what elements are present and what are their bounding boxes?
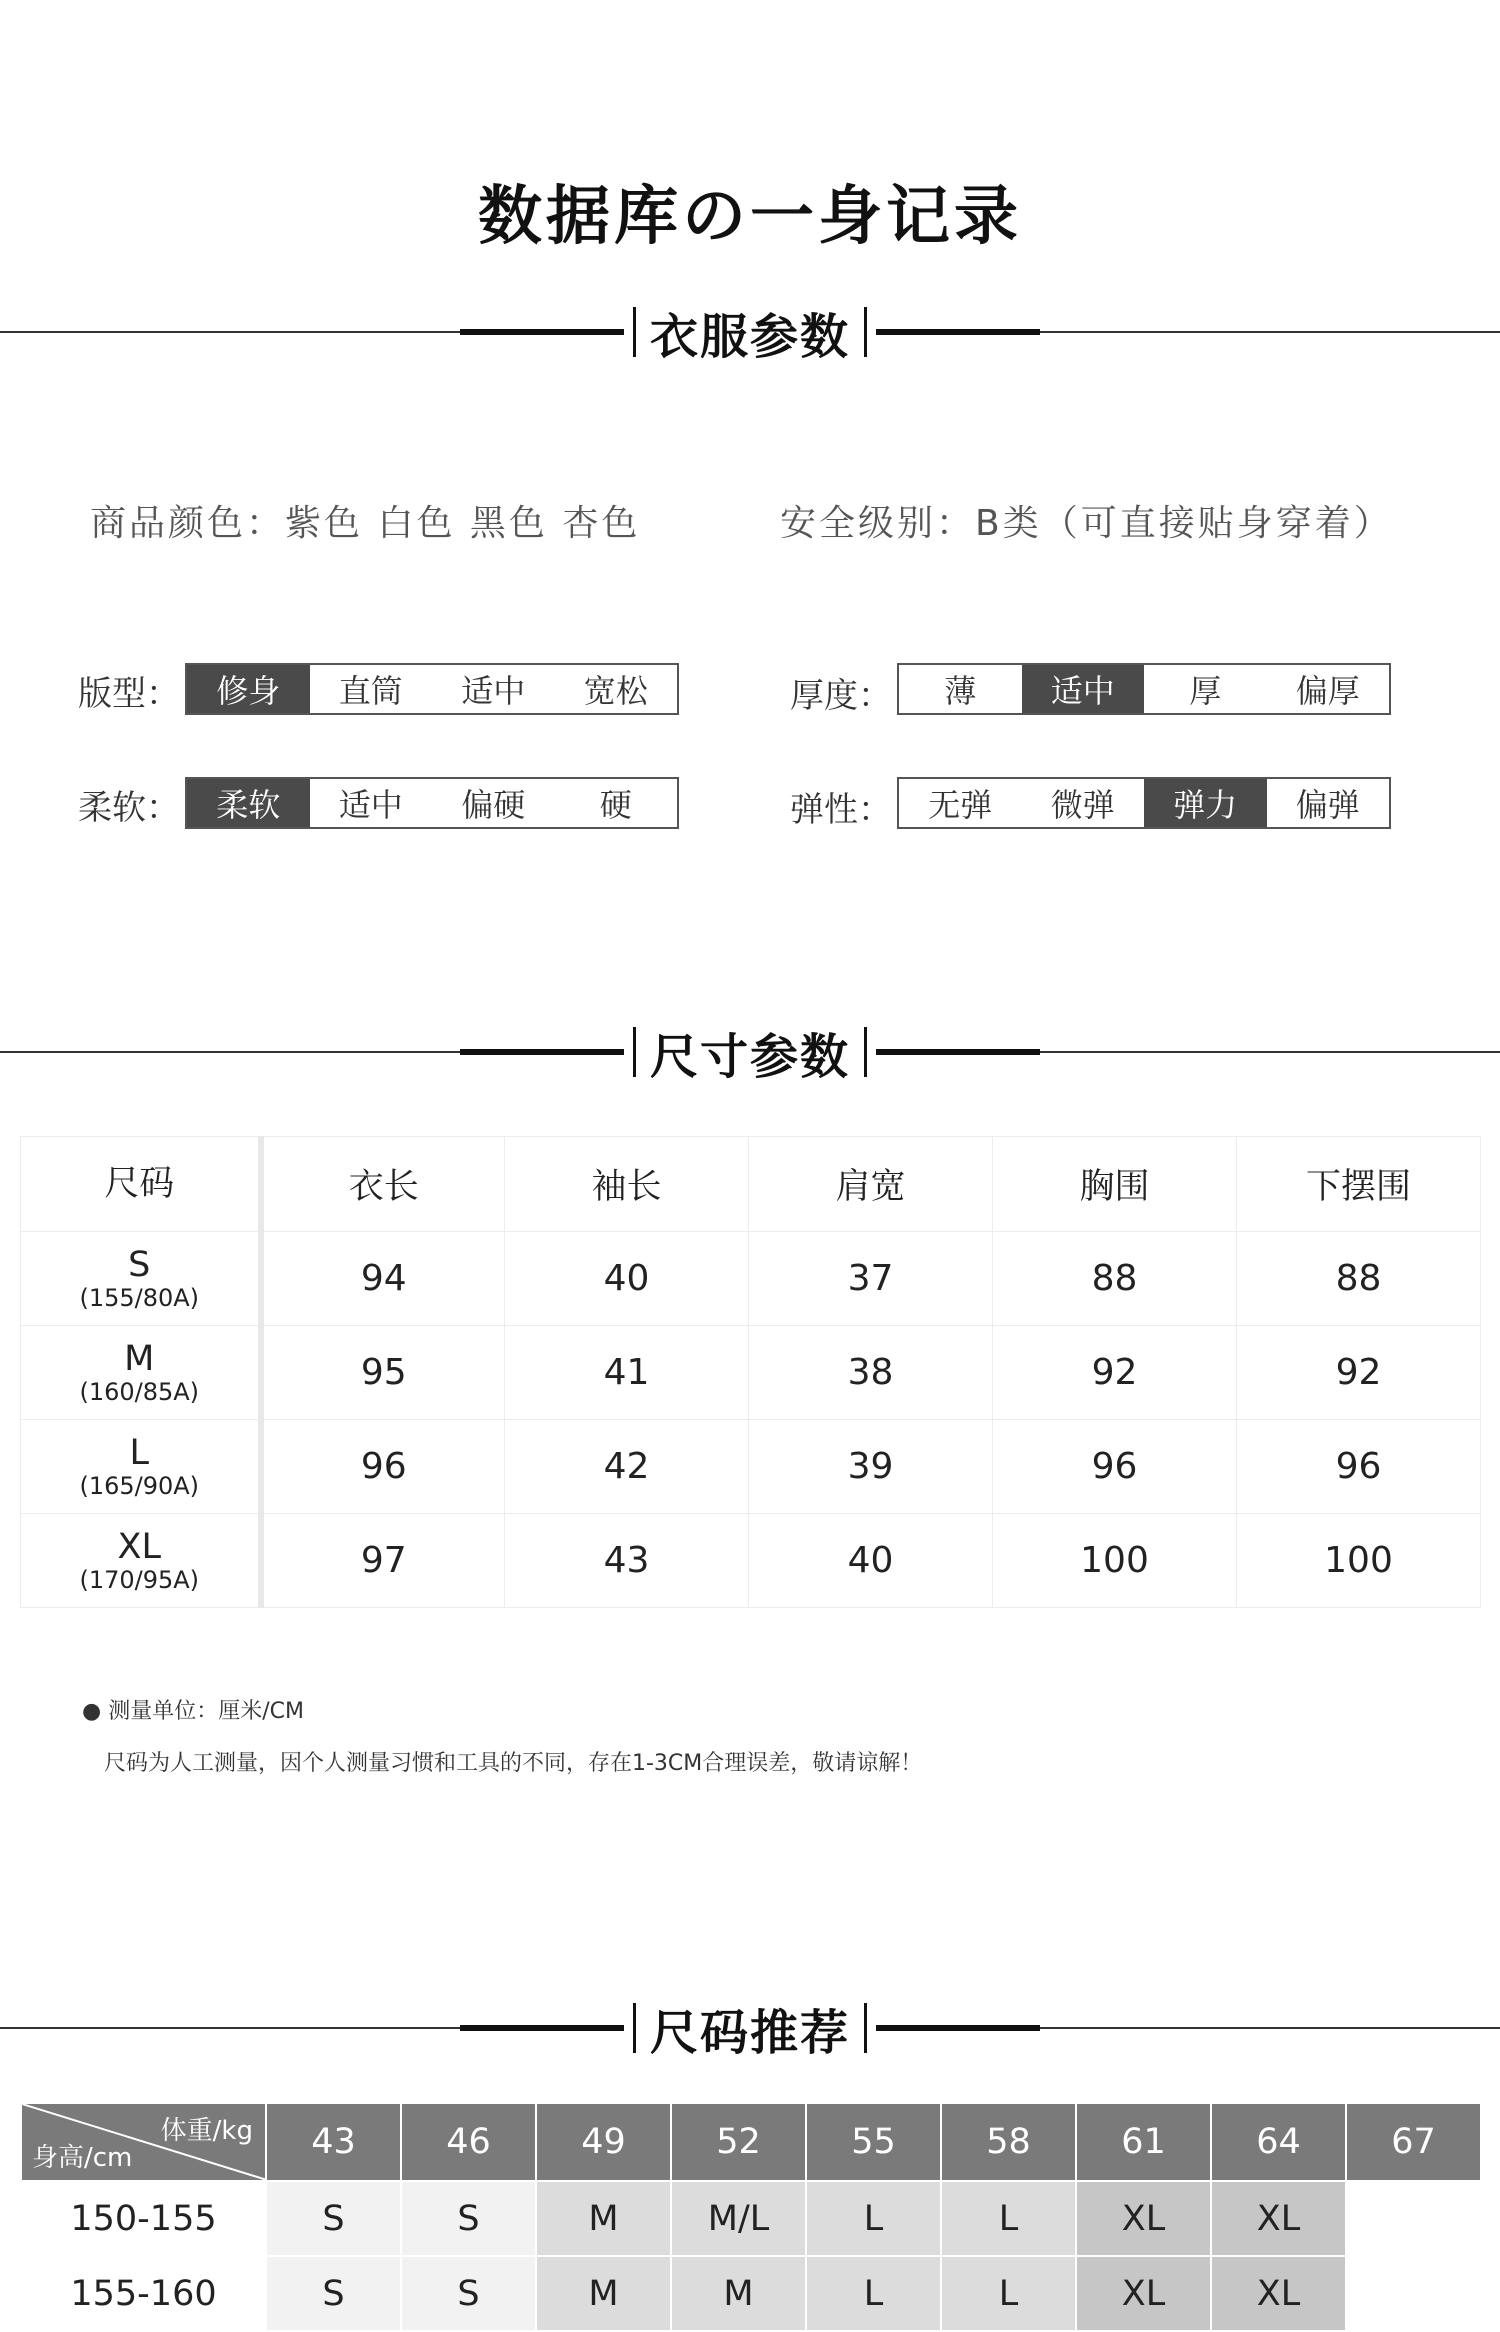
- thickness-label: 厚度：: [790, 676, 892, 716]
- size-cell: L: [941, 2256, 1076, 2331]
- size-cell: [1346, 2181, 1481, 2256]
- softness-option: 适中: [338, 786, 403, 824]
- section-title-recommend: 尺码推荐: [649, 2004, 850, 2061]
- corner-cell: [21, 2103, 266, 2181]
- size-cell: M: [536, 2256, 671, 2331]
- size-cell: S: [401, 2181, 536, 2256]
- fit-option: 宽松: [583, 672, 648, 710]
- fit-option: 适中: [461, 672, 526, 710]
- size-cell: S: [401, 2256, 536, 2331]
- size-table: [20, 1136, 1481, 1608]
- weight-cell: 64: [1211, 2103, 1346, 2181]
- header-cell: 尺码: [21, 1137, 261, 1232]
- table-row: [21, 1514, 1481, 1608]
- header-cell: 胸围: [993, 1137, 1237, 1232]
- elasticity-label: 弹性：: [790, 790, 892, 830]
- header-cell: 衣长: [261, 1137, 505, 1232]
- value-cell: 100: [1237, 1514, 1481, 1608]
- thickness-option: 适中: [1022, 665, 1145, 713]
- table-row: [21, 1232, 1481, 1326]
- size-cell: XL: [1076, 2181, 1211, 2256]
- value-cell: 43: [505, 1514, 749, 1608]
- bracket-right: [864, 307, 867, 357]
- section-title-size: 尺寸参数: [649, 1028, 850, 1085]
- size-cell: [21, 1326, 261, 1420]
- weight-cell: 55: [806, 2103, 941, 2181]
- size-cell: XL: [1211, 2181, 1346, 2256]
- table-row: [21, 2181, 1481, 2256]
- size-table-header: [21, 1137, 1481, 1232]
- weight-cell: 46: [401, 2103, 536, 2181]
- elasticity-option: 无弹: [928, 786, 993, 824]
- height-cell: 150-155: [21, 2181, 266, 2256]
- height-cell: 155-160: [21, 2256, 266, 2331]
- weight-cell: 43: [266, 2103, 401, 2181]
- product-colors: 商品颜色：紫色 白色 黑色 杏色: [90, 503, 641, 544]
- size-cell: XL: [1076, 2256, 1211, 2331]
- value-cell: 96: [261, 1420, 505, 1514]
- measurement-unit-note: ● 测量单位：厘米/CM: [82, 1699, 304, 1724]
- size-cell: [21, 1514, 261, 1608]
- value-cell: 95: [261, 1326, 505, 1420]
- weight-cell: 58: [941, 2103, 1076, 2181]
- elasticity-scale: [897, 777, 1391, 829]
- size-cell: [1346, 2256, 1481, 2331]
- size-name: M: [124, 1339, 155, 1380]
- value-cell: 40: [505, 1232, 749, 1326]
- table-row: [21, 1420, 1481, 1514]
- thickness-option: 薄: [944, 672, 977, 710]
- fit-scale: [185, 663, 679, 715]
- section-header-clothing: [0, 302, 1500, 365]
- size-name: S: [128, 1245, 151, 1286]
- thickness-option: 偏厚: [1295, 672, 1360, 710]
- elasticity-option: 微弹: [1050, 786, 1115, 824]
- thickness-option: 厚: [1189, 672, 1222, 710]
- fit-option: 直筒: [338, 672, 403, 710]
- elasticity-option: 偏弹: [1295, 786, 1360, 824]
- softness-option: 硬: [599, 786, 632, 824]
- measurement-disclaimer: 尺码为人工测量，因个人测量习惯和工具的不同，存在1-3CM合理误差，敬请谅解！: [104, 1751, 923, 1776]
- size-cell: [21, 1420, 261, 1514]
- section-title-clothing: 衣服参数: [649, 308, 850, 365]
- size-code: (160/85A): [79, 1377, 200, 1406]
- value-cell: 39: [749, 1420, 993, 1514]
- table-row: [21, 1326, 1481, 1420]
- size-cell: S: [266, 2181, 401, 2256]
- section-header-recommend: [0, 1998, 1500, 2061]
- size-cell: L: [806, 2181, 941, 2256]
- softness-scale: [185, 777, 679, 829]
- size-cell: L: [806, 2256, 941, 2331]
- weight-cell: 49: [536, 2103, 671, 2181]
- size-name: XL: [117, 1527, 161, 1568]
- weight-cell: 61: [1076, 2103, 1211, 2181]
- value-cell: 41: [505, 1326, 749, 1420]
- safety-level: 安全级别：B类（可直接贴身穿着）: [780, 503, 1393, 544]
- weight-cell: 52: [671, 2103, 806, 2181]
- height-axis-label: 身高/cm: [32, 2143, 133, 2173]
- size-code: (165/90A): [79, 1471, 200, 1500]
- value-cell: 92: [1237, 1326, 1481, 1420]
- value-cell: 38: [749, 1326, 993, 1420]
- value-cell: 88: [993, 1232, 1237, 1326]
- fit-option: 修身: [187, 665, 310, 713]
- value-cell: 97: [261, 1514, 505, 1608]
- thickness-scale: [897, 663, 1391, 715]
- value-cell: 42: [505, 1420, 749, 1514]
- value-cell: 96: [993, 1420, 1237, 1514]
- bracket-right: [864, 2003, 867, 2053]
- size-cell: XL: [1211, 2256, 1346, 2331]
- fit-label: 版型：: [78, 674, 180, 714]
- size-cell: M: [671, 2256, 806, 2331]
- size-recommendation-table: [20, 2102, 1482, 2332]
- value-cell: 37: [749, 1232, 993, 1326]
- size-name: L: [129, 1433, 149, 1474]
- weight-cell: 67: [1346, 2103, 1481, 2181]
- softness-label: 柔软：: [78, 788, 180, 828]
- size-cell: M: [536, 2181, 671, 2256]
- value-cell: 40: [749, 1514, 993, 1608]
- value-cell: 100: [993, 1514, 1237, 1608]
- bracket-right: [864, 1027, 867, 1077]
- value-cell: 92: [993, 1326, 1237, 1420]
- section-header-size: [0, 1022, 1500, 1085]
- size-cell: M/L: [671, 2181, 806, 2256]
- size-cell: L: [941, 2181, 1076, 2256]
- weight-axis-label: 体重/kg: [160, 2116, 253, 2146]
- value-cell: 96: [1237, 1420, 1481, 1514]
- value-cell: 88: [1237, 1232, 1481, 1326]
- size-code: (170/95A): [79, 1565, 200, 1594]
- size-cell: S: [266, 2256, 401, 2331]
- softness-option: 偏硬: [461, 786, 526, 824]
- header-cell: 下摆围: [1237, 1137, 1481, 1232]
- page-title: 数据库の一身记录: [478, 180, 1022, 254]
- elasticity-option: 弹力: [1144, 779, 1267, 827]
- recommend-header: [21, 2103, 1481, 2181]
- size-code: (155/80A): [79, 1283, 200, 1312]
- table-row: [21, 2256, 1481, 2331]
- header-cell: 袖长: [505, 1137, 749, 1232]
- size-cell: [21, 1232, 261, 1326]
- header-cell: 肩宽: [749, 1137, 993, 1232]
- softness-option: 柔软: [187, 779, 310, 827]
- value-cell: 94: [261, 1232, 505, 1326]
